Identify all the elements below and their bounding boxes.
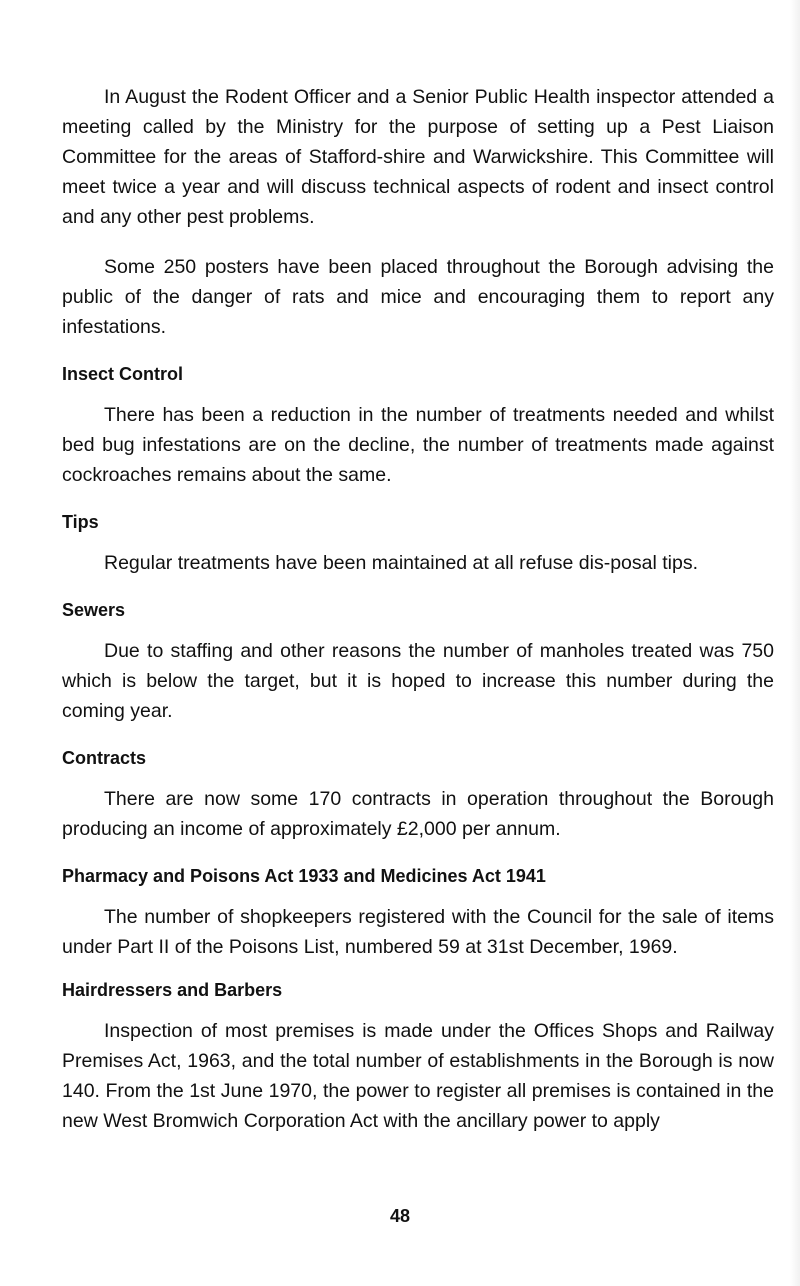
paragraph-contracts: There are now some 170 contracts in operation throughout the Borough producing an income of approximately £2,000 per annum. bbox=[62, 788, 774, 840]
heading-hairdressers-barbers: Hairdressers and Barbers bbox=[62, 980, 283, 1000]
paragraph-hairdressers-barbers: Inspection of most premises is made under the Offices Shops and Railway Premises Act, 1963, and the total number of establishments in the Borough is now 140. From the 1st June 1970, the power to register all premises is contained in the new West Bromwich Corporation Act with the ancillary power to apply bbox=[62, 1020, 774, 1132]
heading-pharmacy-poisons: Pharmacy and Poisons Act 1933 and Medicines Act 1941 bbox=[62, 866, 546, 886]
heading-insect-control: Insect Control bbox=[62, 364, 184, 384]
scan-edge-shadow bbox=[790, 0, 800, 1286]
heading-tips: Tips bbox=[62, 512, 99, 532]
paragraph-insect-control: There has been a reduction in the number of treatments needed and whilst bed bug infestations are on the decline, the number of treatments made against cockroaches remains about the same. bbox=[62, 404, 774, 486]
document-page bbox=[62, 82, 774, 1156]
page-number: 48 bbox=[389, 1206, 411, 1226]
paragraph-tips: Regular treatments have been maintained at all refuse dis-posal tips. bbox=[104, 552, 698, 574]
paragraph-pest-liaison: In August the Rodent Officer and a Senior Public Health inspector attended a meeting called by the Ministry for the purpose of setting up a Pest Liaison Committee for the areas of Stafford-shire and Warwickshire. This Committee will meet twice a year and will discuss technical aspects of rodent and insect control and any other pest problems. bbox=[62, 86, 774, 228]
paragraph-posters: Some 250 posters have been placed throughout the Borough advising the public of the danger of rats and mice and encouraging them to report any infestations. bbox=[62, 256, 774, 338]
heading-contracts: Contracts bbox=[62, 748, 147, 768]
paragraph-sewers: Due to staffing and other reasons the number of manholes treated was 750 which is below the target, but it is hoped to increase this number during the coming year. bbox=[62, 640, 774, 722]
heading-sewers: Sewers bbox=[62, 600, 126, 620]
paragraph-pharmacy-poisons: The number of shopkeepers registered with the Council for the sale of items under Part II of the Poisons List, numbered 59 at 31st December, 1969. bbox=[62, 906, 774, 958]
